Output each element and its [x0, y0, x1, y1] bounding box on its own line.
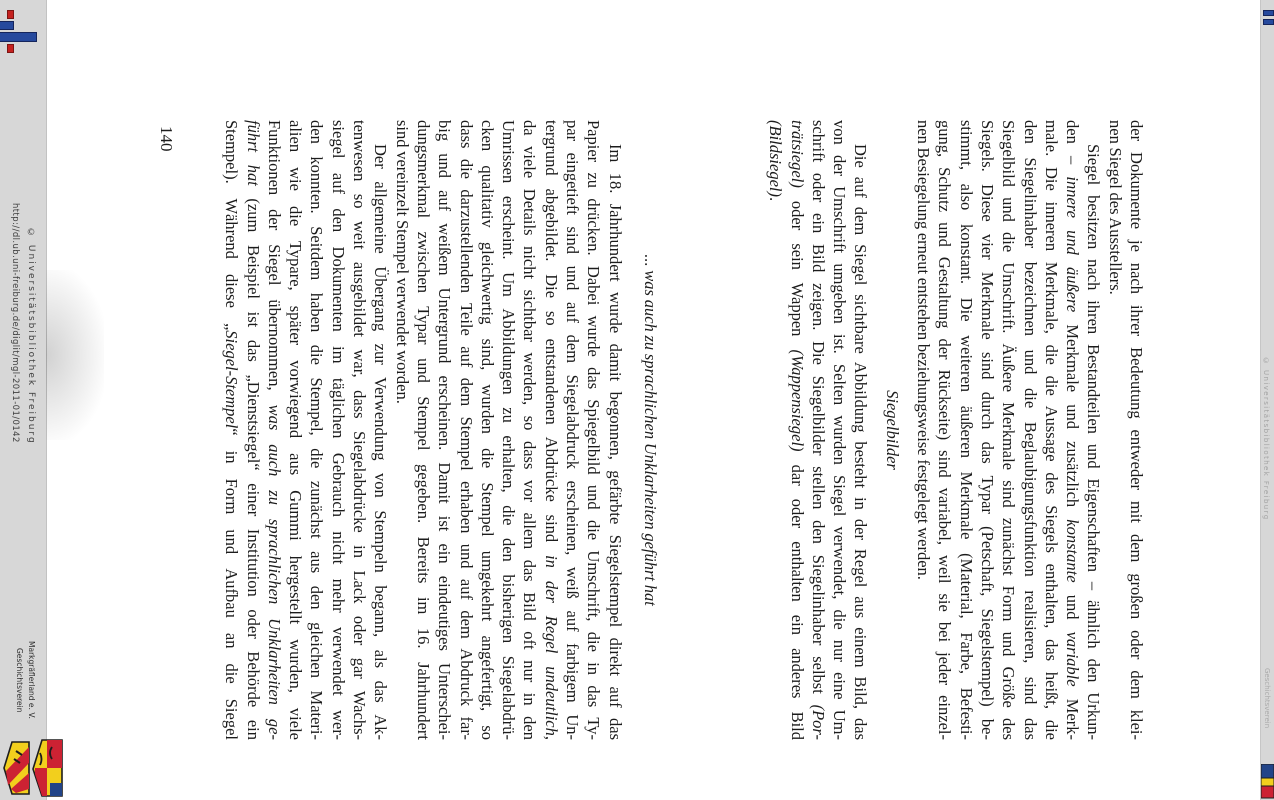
text-line: Papier zu drücken. Dabei wurde das Spiegelbild und die Umschrift, die in das Ty- [584, 120, 604, 740]
text-line: par eingetieft sind und auf dem Siegelabdruck erscheinen, weiß auf farbigem Un- [563, 120, 583, 740]
logo-red-square-bottom [7, 44, 14, 53]
text-line: gung, Schutz und Gestaltung der Rückseite) sind variabel, weil sie bei jeder einzel- [935, 120, 955, 740]
text-line: den – innere und äußere Merkmale und zusätzlich konstante und variable Merk- [1063, 120, 1083, 740]
text-line: den konnten. Seitdem haben die Stempel, die zunächst aus den gleichen Materi- [307, 120, 327, 740]
text-line: big und auf weißem Untergrund erscheinen. Damit ist ein eindeutiges Unterschei- [435, 120, 455, 740]
right-strip-copyright-text: © Universitätsbibliothek Freiburg [1262, 357, 1270, 521]
logo-fragment-bar-1 [1263, 10, 1274, 16]
text-line: Stempel). Während diese „Siegel-Stempel“ in Form und Aufbau an die Siegel [222, 120, 242, 740]
page-text-block [221, 120, 1147, 740]
text-line: trätsiegel) oder sein Wappen (Wappensiegel) dar oder enthalten ein anderes Bild [787, 120, 807, 740]
text-line: cken qualitativ gleichwertig sind, wurden die Stempel umgekehrt angefertigt, so [477, 120, 497, 740]
text-line: tergrund abgebildet. Die so entstandenen Abdrücke sind in der Regel undeutlich, [541, 120, 561, 740]
logo-red-square-top [7, 10, 14, 19]
text-line: Funktionen der Siegel übernommen, was auch zu sprachlichen Unklarheiten ge- [264, 120, 284, 740]
text-line: der Dokumente je nach ihrer Bedeutung entweder mit dem großen oder dem klei- [1127, 120, 1146, 740]
text-line: dass die darzustellenden Teile auf dem Stempel erhaben und auf dem Abdruck far- [456, 120, 476, 740]
section-heading: Siegelbilder [882, 390, 902, 470]
scan-edge-shadow [46, 270, 104, 440]
markgraeflerland-coat-of-arms [2, 739, 64, 799]
logo-blue-bar-long [0, 32, 37, 42]
text-line: Die auf dem Siegel sichtbare Abbildung besteht in der Regel aus einem Bild, das [851, 144, 871, 740]
text-line: Im 18. Jahrhundert wurde damit begonnen, gefärbte Siegelstempel direkt auf das [605, 144, 625, 740]
text-line: da viele Details nicht sichtbar werden, so dass vor allem das Bild oft nur in den [520, 120, 540, 740]
text-line: Der allgemeine Übergang zur Verwendung von Stempeln begann, als das Ak- [371, 144, 391, 740]
left-attribution-strip [0, 0, 47, 800]
text-line: den Siegelinhaber bezeichnen und die Beglaubigungsfunktion realisieren, sind das [1020, 120, 1040, 740]
text-line: von der Umschrift umgeben ist. Selten wurden Siegel verwendet, die nur eine Um- [830, 120, 850, 740]
page-number: 140 [157, 126, 176, 152]
section-heading: ... was auch zu sprachlichen Unklarheiten geführt hat [640, 254, 660, 606]
text-line: siegel auf den Dokumenten im täglichen Gebrauch nicht mehr verwendet wer- [328, 120, 348, 740]
history-society-name-line1: Geschichtsverein [15, 648, 24, 713]
logo-fragment-bar-2 [1263, 19, 1274, 25]
logo-blue-bar-short [0, 21, 14, 30]
text-line: Siegelbild und die Umschrift. Äußere Merkmale sind zunächst Form und Größe des [999, 120, 1019, 740]
text-line: (Bildsiegel). [766, 120, 786, 202]
text-line: dungsmerkmal zwischen Typar und Stempel gegeben. Bereits im 16. Jahrhundert [413, 120, 433, 740]
text-line: Umrissen erscheint. Um Abbildungen zu erhalten, die den bisherigen Siegelabdrü- [499, 120, 519, 740]
text-line: sind vereinzelt Stempel verwendet worden. [392, 120, 412, 404]
text-line: nen Besiegelung erneut entstehen beziehungsweise festgelegt werden. [914, 120, 934, 580]
library-copyright-text: © Universitätsbibliothek Freiburg [26, 228, 36, 445]
text-line: führt hat (zum Beispiel ist das „Dienstsiegel“ einer Institution oder Behörde ein [243, 120, 263, 740]
right-strip-society-text: Geschichtsverein [1263, 668, 1271, 729]
text-line: alien wie die Typare, später vorwiegend aus Gummi hergestellt wurden, viele [286, 120, 306, 740]
text-line: nen Siegel des Ausstellers. [1105, 120, 1125, 295]
coat-of-arms-fragment [1261, 764, 1274, 800]
text-line: Siegel besitzen nach ihren Bestandteilen und Eigenschaften – ähnlich den Urkun- [1084, 144, 1104, 740]
text-line: stimmt, also konstant. Die weiteren äußeren Merkmale (Material, Farbe, Befesti- [956, 120, 976, 740]
text-line: schrift oder ein Bild zeigen. Die Siegelbilder stellen den Siegelinhaber selbst (Por- [808, 120, 828, 740]
history-society-name-line2: Markgräflerland e. V. [27, 641, 36, 719]
text-line: tenwesen so weit ausgebildet war, dass Siegelabdrücke in Lack oder gar Wachs- [350, 120, 370, 740]
document-url-text: http://dl.ub.uni-freiburg.de/diglit/mgl-2011-01/0142 [10, 203, 20, 443]
text-line: Siegels. Diese vier Merkmale sind durch das Typar (Petschaft, Siegelstempel) be- [977, 120, 997, 740]
text-line: male. Die inneren Merkmale, die die Aussage des Siegels enthalten, das heißt, die [1041, 120, 1061, 740]
